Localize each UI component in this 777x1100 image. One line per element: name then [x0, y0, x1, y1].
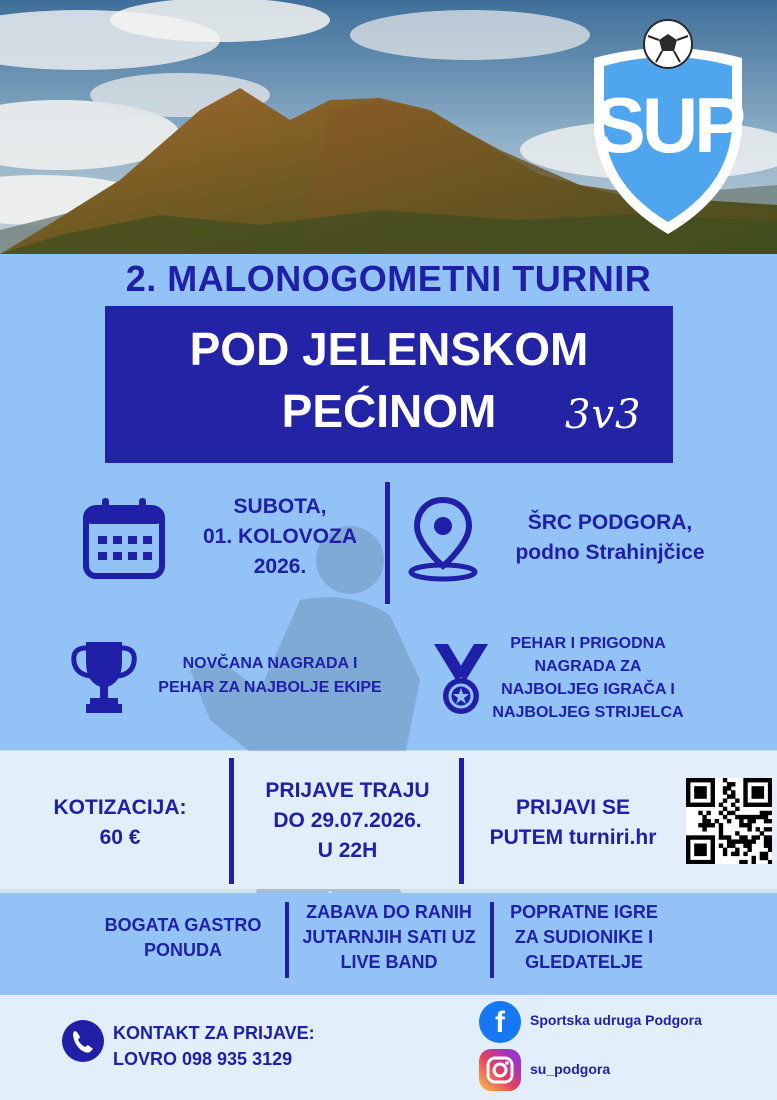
- calendar-icon: [82, 496, 166, 580]
- prize-players-line-3: NAJBOLJEG IGRAČA I: [501, 681, 675, 698]
- deadline-line-2: DO 29.07.2026.: [273, 809, 422, 832]
- title-line-1: POD JELENSKOM: [189, 323, 589, 375]
- register-info: [468, 793, 678, 853]
- prize-teams-info: [150, 652, 390, 700]
- extra-games-line-1: POPRATNE IGRE: [510, 902, 658, 922]
- divider: [385, 482, 390, 604]
- date-line-1: SUBOTA,: [233, 495, 327, 518]
- extra-party-line-3: LIVE BAND: [340, 952, 438, 972]
- prize-players-line-1: PEHAR I PRIGODNA: [510, 635, 666, 652]
- divider: [459, 758, 464, 884]
- contact-line-2: LOVRO 098 935 3129: [113, 1049, 293, 1069]
- location-line-2: podno Strahinjčice: [515, 541, 705, 564]
- qr-code-icon[interactable]: [686, 778, 772, 864]
- prize-players-info: [488, 632, 688, 724]
- prize-players-line-4: NAJBOLJEG STRIJELCA: [492, 704, 684, 721]
- register-line-2: PUTEM turniri.hr: [489, 826, 657, 849]
- deadline-line-3: U 22H: [317, 839, 378, 862]
- location-line-1: ŠRC PODGORA,: [527, 511, 693, 534]
- tournament-heading: 2. MALONOGOMETNI TURNIR: [125, 258, 652, 299]
- fee-line-2: 60 €: [99, 826, 141, 849]
- extra-games-line-2: ZA SUDIONIKE I: [514, 927, 654, 947]
- instagram-link[interactable]: su_podgora: [530, 1061, 611, 1077]
- club-logo: [588, 18, 748, 238]
- extra-party: [289, 900, 489, 975]
- title-line-2: PEĆINOM: [281, 385, 497, 437]
- medal-icon: [430, 640, 492, 718]
- extra-gastro-line-1: BOGATA GASTRO: [104, 915, 262, 935]
- format-label: 3v3: [565, 392, 642, 438]
- extra-games: [494, 900, 674, 975]
- date-line-3: 2026.: [253, 555, 307, 578]
- prize-teams-line-2: PEHAR ZA NAJBOLJE EKIPE: [158, 679, 382, 696]
- register-line-1: PRIJAVI SE: [516, 796, 630, 819]
- prize-teams-line-1: NOVČANA NAGRADA I: [182, 655, 358, 672]
- location-pin-icon: [407, 496, 479, 582]
- date-line-2: 01. KOLOVOZA: [202, 525, 358, 548]
- location-info: [495, 508, 725, 568]
- extra-games-line-3: GLEDATELJE: [525, 952, 643, 972]
- prize-players-line-2: NAGRADA ZA: [534, 658, 642, 675]
- fee-info: [20, 793, 220, 853]
- trophy-icon: [68, 638, 140, 716]
- logo-letters: SUP: [593, 81, 743, 169]
- deadline-info: [240, 776, 455, 866]
- divider: [229, 758, 234, 884]
- extra-party-line-2: JUTARNJIH SATI UZ: [302, 927, 476, 947]
- facebook-link[interactable]: Sportska udruga Podgora: [530, 1012, 702, 1028]
- contact-info: [113, 1020, 353, 1072]
- phone-icon[interactable]: [62, 1020, 104, 1062]
- extra-gastro: [88, 913, 278, 963]
- contact-line-1: KONTAKT ZA PRIJAVE:: [113, 1023, 315, 1043]
- extra-party-line-1: ZABAVA DO RANIH: [306, 902, 472, 922]
- fee-line-1: KOTIZACIJA:: [53, 796, 187, 819]
- facebook-icon[interactable]: f: [479, 1001, 521, 1043]
- extra-gastro-line-2: PONUDA: [143, 940, 222, 960]
- date-info: [180, 492, 380, 582]
- deadline-line-1: PRIJAVE TRAJU: [265, 779, 430, 802]
- instagram-icon[interactable]: [479, 1049, 521, 1091]
- title-box: [105, 306, 673, 463]
